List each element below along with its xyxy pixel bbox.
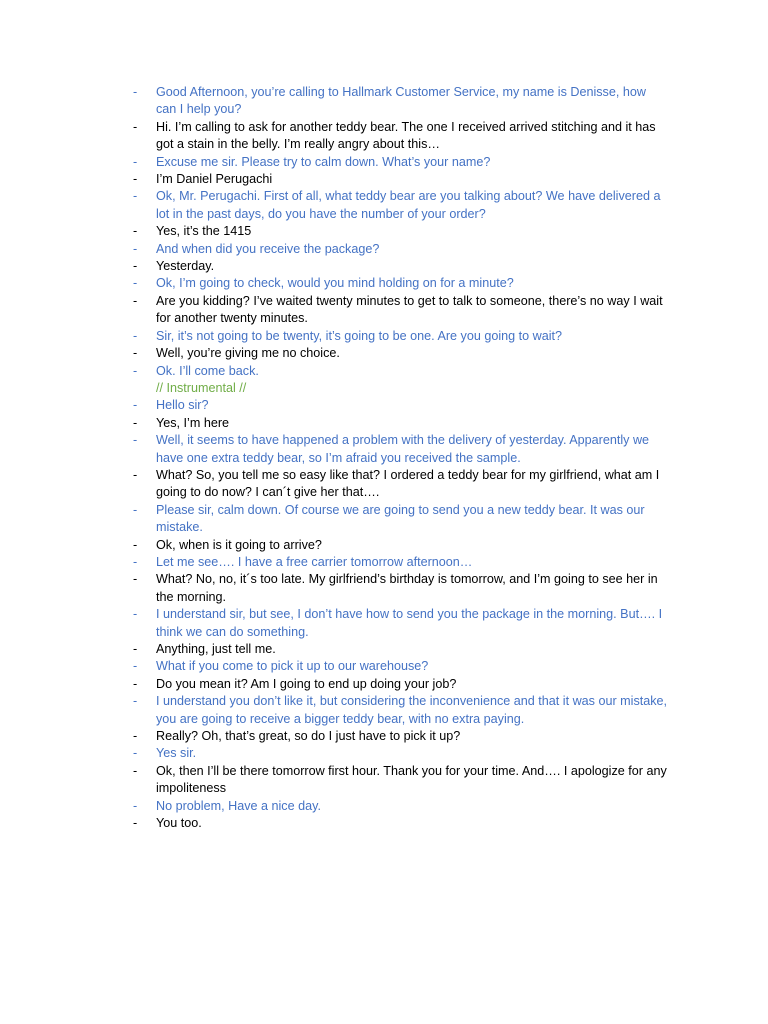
list-bullet: - xyxy=(133,293,138,308)
list-bullet: - xyxy=(133,346,138,361)
list-bullet: - xyxy=(133,763,138,778)
agent-line xyxy=(0,606,768,641)
caller-line xyxy=(0,467,768,502)
document-page xyxy=(0,84,768,832)
line-text: Excuse me sir. Please try to calm down. What’s your name? xyxy=(156,154,491,169)
list-bullet: - xyxy=(133,467,138,482)
list-bullet: - xyxy=(133,572,138,587)
line-text: What? No, no, it´s too late. My girlfriend’s birthday is tomorrow, and I’m going to see her in the morning. xyxy=(156,572,658,604)
caller-line xyxy=(0,676,768,693)
line-text: What if you come to pick it up to our warehouse? xyxy=(156,659,429,674)
caller-line xyxy=(0,815,768,832)
caller-line xyxy=(0,415,768,432)
line-text: I understand sir, but see, I don’t have how to send you the package in the morning. But…. I think we can do something. xyxy=(156,607,663,639)
list-bullet: - xyxy=(133,694,138,709)
dialogue-list xyxy=(0,84,768,832)
line-text: What? So, you tell me so easy like that? I ordered a teddy bear for my girlfriend, what am I going to do now? I can´t give her that…. xyxy=(156,467,660,500)
caller-line xyxy=(0,171,768,188)
agent-line xyxy=(0,188,768,223)
line-text: Yes, it’s the 1415 xyxy=(156,224,252,239)
line-text: You too. xyxy=(156,816,202,831)
agent-line xyxy=(0,554,768,571)
agent-line xyxy=(0,658,768,675)
line-text: Well, you’re giving me no choice. xyxy=(156,346,340,361)
line-text: Ok, then I’ll be there tomorrow first hour. Thank you for your time. And…. I apologize for any impoliteness xyxy=(156,763,667,796)
agent-line xyxy=(0,154,768,171)
caller-line xyxy=(0,223,768,240)
list-bullet: - xyxy=(133,642,138,656)
agent-line xyxy=(0,693,768,728)
list-bullet: - xyxy=(133,189,138,204)
list-bullet: - xyxy=(133,659,138,674)
line-text: Let me see…. I have a free carrier tomorrow afternoon… xyxy=(156,554,473,569)
list-bullet: - xyxy=(133,729,138,744)
line-text: I’m Daniel Perugachi xyxy=(156,172,273,187)
caller-line xyxy=(0,728,768,745)
line-text: Good Afternoon, you’re calling to Hallmark Customer Service, my name is Denisse, how can I help you? xyxy=(156,85,646,117)
list-bullet: - xyxy=(133,537,138,552)
line-text: Sir, it’s not going to be twenty, it’s going to be one. Are you going to wait? xyxy=(156,328,563,343)
agent-line xyxy=(0,432,768,467)
agent-line xyxy=(0,241,768,258)
caller-line xyxy=(0,571,768,606)
agent-line xyxy=(0,397,768,414)
list-bullet: - xyxy=(133,415,138,430)
list-bullet: - xyxy=(133,154,138,169)
line-text: Ok, when is it going to arrive? xyxy=(156,537,322,552)
caller-line xyxy=(0,537,768,554)
list-bullet: - xyxy=(133,259,138,274)
line-text: Ok. I’ll come back. xyxy=(156,363,259,378)
list-bullet: - xyxy=(133,85,138,99)
list-bullet: - xyxy=(133,607,138,622)
list-bullet: - xyxy=(133,328,138,343)
list-bullet: - xyxy=(133,363,138,378)
line-text: I understand you don’t like it, but considering the inconvenience and that it was our mistake, you are going to receive a bigger teddy bear, with no extra paying. xyxy=(156,694,668,726)
list-bullet: - xyxy=(133,398,138,413)
line-text: Really? Oh, that’s great, so do I just have to pick it up? xyxy=(156,729,461,744)
line-text: Ok, Mr. Perugachi. First of all, what teddy bear are you talking about? We have delivered a lot in the past days, do you have the number of your order? xyxy=(156,189,661,221)
line-text: Hello sir? xyxy=(156,398,209,413)
line-text: Hi. I’m calling to ask for another teddy bear. The one I received arrived stitching and it has got a stain in the belly. I’m really angry about this… xyxy=(156,119,656,152)
list-bullet: - xyxy=(133,816,138,831)
caller-line xyxy=(0,641,768,658)
caller-line xyxy=(0,258,768,275)
line-text: Well, it seems to have happened a problem with the delivery of yesterday. Apparently we have one extra teddy bear, so I’m afraid you received the sample. xyxy=(156,433,650,465)
list-bullet: - xyxy=(133,172,138,187)
caller-line xyxy=(0,119,768,154)
agent-line xyxy=(0,84,768,119)
list-bullet: - xyxy=(133,798,138,813)
line-text: And when did you receive the package? xyxy=(156,241,380,256)
list-bullet: - xyxy=(133,276,138,291)
list-bullet: - xyxy=(133,433,138,448)
caller-line xyxy=(0,763,768,798)
line-text: Ok, I’m going to check, would you mind holding on for a minute? xyxy=(156,276,514,291)
line-text: Yes, I’m here xyxy=(156,415,230,430)
line-text: Yesterday. xyxy=(156,259,215,274)
agent-line xyxy=(0,275,768,292)
list-bullet: - xyxy=(133,502,138,517)
agent-line xyxy=(0,328,768,345)
line-text: Do you mean it? Am I going to end up doing your job? xyxy=(156,676,457,691)
caller-line xyxy=(0,293,768,328)
agent-line xyxy=(0,363,768,380)
agent-line xyxy=(0,798,768,815)
line-text: Please sir, calm down. Of course we are going to send you a new teddy bear. It was our mistake. xyxy=(156,502,645,535)
agent-line xyxy=(0,745,768,762)
list-bullet: - xyxy=(133,676,138,691)
list-bullet: - xyxy=(133,554,138,569)
list-bullet: - xyxy=(133,241,138,256)
list-bullet: - xyxy=(133,224,138,239)
stage-note xyxy=(0,380,768,397)
line-text: No problem, Have a nice day. xyxy=(156,798,321,813)
caller-line xyxy=(0,345,768,362)
list-bullet: - xyxy=(133,746,138,761)
line-text: Yes sir. xyxy=(156,746,197,761)
list-bullet: - xyxy=(133,119,138,134)
line-text: // Instrumental // xyxy=(156,380,247,395)
agent-line xyxy=(0,502,768,537)
line-text: Are you kidding? I’ve waited twenty minutes to get to talk to someone, there’s no way I wait for another twenty minutes. xyxy=(156,293,663,326)
line-text: Anything, just tell me. xyxy=(156,642,276,656)
